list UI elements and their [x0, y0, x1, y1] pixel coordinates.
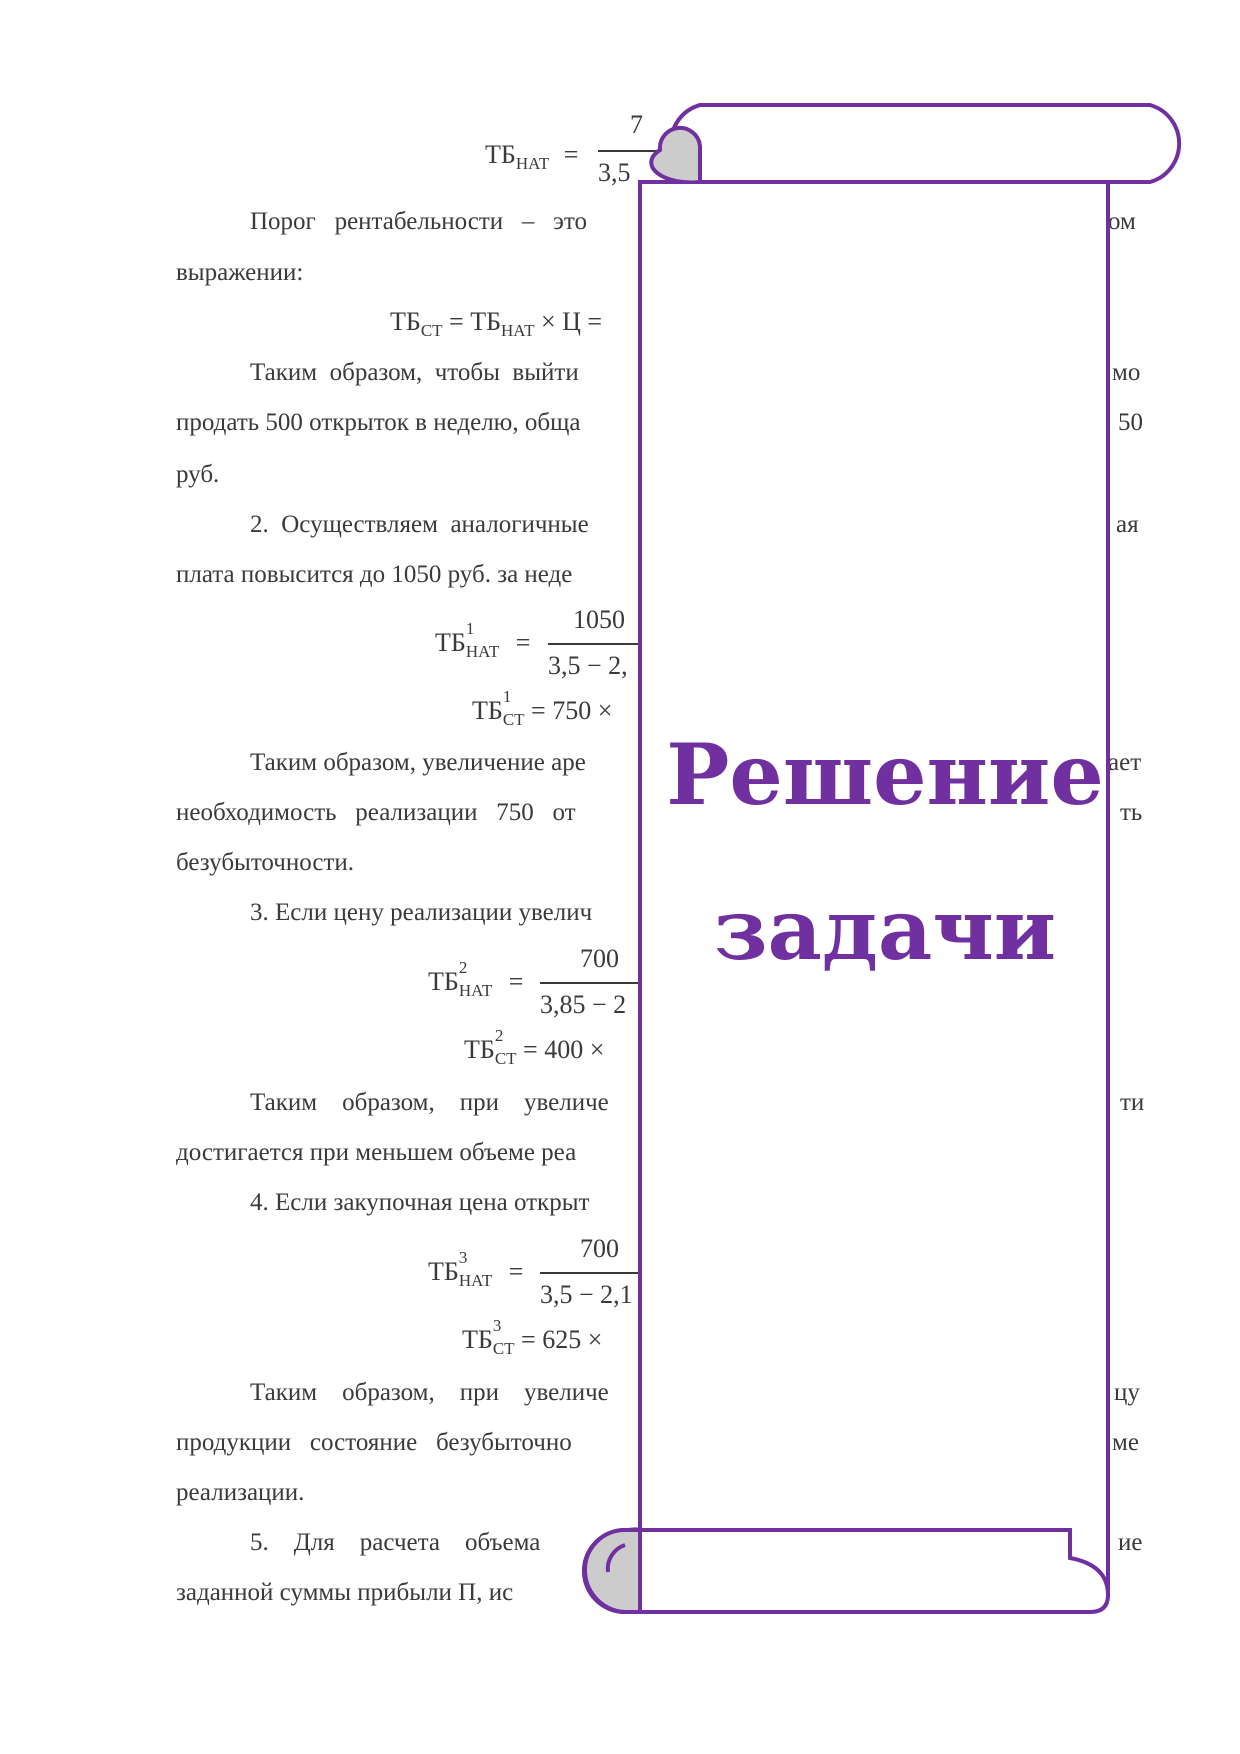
text-line: руб.: [176, 461, 220, 488]
text-line: безубыточности.: [176, 849, 355, 876]
text-line-tail: ает: [1108, 749, 1142, 776]
scroll-title-line-1: Решение: [666, 725, 1104, 824]
text-line-tail: мо: [1112, 359, 1141, 386]
text-line-tail: ом: [1108, 208, 1136, 235]
formula-breakeven-natural-3: ТБ 3 $_{НАТ}$ =: [428, 1248, 524, 1291]
text-line-tail: ая: [1116, 511, 1139, 538]
scroll-title-line-2: задачи: [713, 880, 1057, 979]
text-line: Порог рентабельности – это: [250, 208, 587, 235]
text-line: Таким образом, чтобы выйти: [250, 359, 579, 386]
text-line: выражении:: [176, 259, 304, 286]
text-line-tail: 50: [1118, 409, 1143, 436]
text-line-tail: ме: [1112, 1429, 1139, 1456]
text-line-tail: ть: [1120, 799, 1143, 826]
text-line: продукции состояние безубыточно: [176, 1429, 572, 1456]
formula-breakeven-natural: $ТБ_{НАТ}$ =: [485, 140, 579, 174]
text-line-tail: цу: [1114, 1379, 1140, 1406]
text-line: плата повысится до 1050 руб. за неде: [176, 561, 573, 588]
formula-fraction: 7 3,5: [598, 110, 678, 190]
text-line: продать 500 открыток в неделю, обща: [176, 409, 581, 436]
text-line: реализации.: [176, 1479, 305, 1506]
formula-breakeven-natural-2: ТБ 2 $_{НАТ}$ =: [428, 958, 524, 1001]
text-line: 4. Если закупочная цена открыт: [250, 1189, 590, 1216]
text-line: Таким образом, при увеличе: [250, 1379, 609, 1406]
text-line: Таким образом, увеличение аре: [250, 749, 586, 776]
formula-breakeven-value-3: ТБ 3 $_{СТ}$ = 625 ×: [462, 1316, 603, 1359]
text-line: Таким образом, при увеличе: [250, 1089, 609, 1116]
scroll-bottom-curl-icon: [584, 1529, 640, 1612]
formula-breakeven-value-2: ТБ 2 $_{СТ}$ = 400 ×: [464, 1026, 605, 1069]
formula-fraction: 700 3,85 − 2: [540, 944, 640, 1024]
formula-fraction: 700 3,5 − 2,1: [540, 1234, 640, 1314]
formula-breakeven-value: $ТБ_{СТ} = ТБ_{НАТ} \times Ц$ =: [390, 307, 603, 341]
text-line: 3. Если цену реализации увелич: [250, 899, 593, 926]
formula-fraction: 1050 3,5 − 2,: [548, 605, 643, 685]
text-line: 2. Осуществляем аналогичные: [250, 511, 589, 538]
text-line: достигается при меньшем объеме реа: [176, 1139, 577, 1166]
text-line-tail: ие: [1118, 1529, 1143, 1556]
formula-breakeven-natural-1: ТБ 1 $_{НАТ}$ =: [435, 619, 531, 662]
text-line: заданной суммы прибыли П, ис: [176, 1579, 514, 1606]
text-line-tail: ти: [1120, 1089, 1145, 1116]
text-line: необходимость реализации 750 от: [176, 799, 576, 826]
text-line: 5. Для расчета объема: [250, 1529, 541, 1556]
formula-breakeven-value-1: ТБ 1 $_{СТ}$ = 750 ×: [472, 687, 613, 730]
